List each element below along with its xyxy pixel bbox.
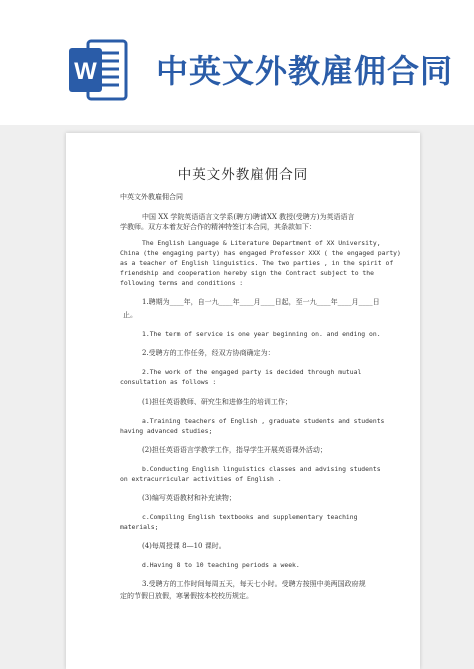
doc-line: 定的节假日放假，寒暑假按本校校历规定。 (120, 592, 253, 600)
doc-line: 中国 XX 学院英语语言文学系(聘方)聘请XX 教授(受聘方)为英语语言 (142, 213, 355, 221)
doc-line: having advanced studies; (120, 427, 213, 435)
doc-line: 2.The work of the engaged party is decided through mutual (142, 368, 362, 376)
doc-line: The English Language & Literature Department of XX University, (142, 239, 381, 247)
doc-line: (2)担任英语语言学教学工作，指导学生开展英语课外活动； (142, 446, 327, 454)
doc-line: following terms and conditions : (120, 279, 244, 287)
doc-line: 1.The term of service is one year beginning on. and ending on. (142, 330, 381, 338)
word-icon-letter: W (74, 58, 97, 85)
doc-line: as a teacher of English linguistics. The two parties , in the spirit of (120, 259, 394, 267)
doc-line: 1.聘期为____年，自一九____年____月____日起，至一九____年____月____日 (142, 298, 380, 306)
doc-line: b.Conducting English linguistics classes and advising students (142, 465, 381, 473)
document-page (66, 133, 420, 669)
doc-line: China (the engaging party) has engaged Professor XXX ( the engaged party) (120, 249, 401, 257)
doc-line: a.Training teachers of English , graduate students and students (142, 417, 385, 425)
doc-line: consultation as follows : (120, 378, 217, 386)
doc-line: (3)编写英语教材和补充读物； (142, 494, 236, 502)
doc-line: 学教师。双方本着友好合作的精神特签订本合同，其条款如下： (120, 223, 316, 231)
doc-line: materials; (120, 523, 159, 531)
doc-line: (4)每周授课 8—10 课时。 (142, 542, 226, 550)
doc-line: friendship and cooperation hereby sign the Contract subject to the (120, 269, 374, 277)
document-title: 中英文外教雇佣合同 (177, 167, 309, 183)
doc-line: c.Compiling English textbooks and supplementary teaching (142, 513, 358, 521)
doc-line: 止。 (123, 311, 137, 319)
header-banner (0, 0, 474, 125)
doc-line: 中英文外教雇佣合同 (120, 193, 183, 201)
doc-line: (1)担任英语教师、研究生和进修生的培训工作； (142, 398, 292, 406)
doc-line: 3.受聘方的工作时间每周五天，每天七小时。受聘方按照中美两国政府规 (142, 580, 366, 588)
doc-line: 2.受聘方的工作任务，经双方协商确定为： (142, 349, 275, 357)
word-icon (66, 38, 130, 102)
doc-line: on extracurricular activities of English . (120, 475, 282, 483)
header-title: 中英文外教雇佣合同 (156, 52, 454, 90)
doc-line: d.Having 8 to 10 teaching periods a week. (142, 561, 300, 569)
